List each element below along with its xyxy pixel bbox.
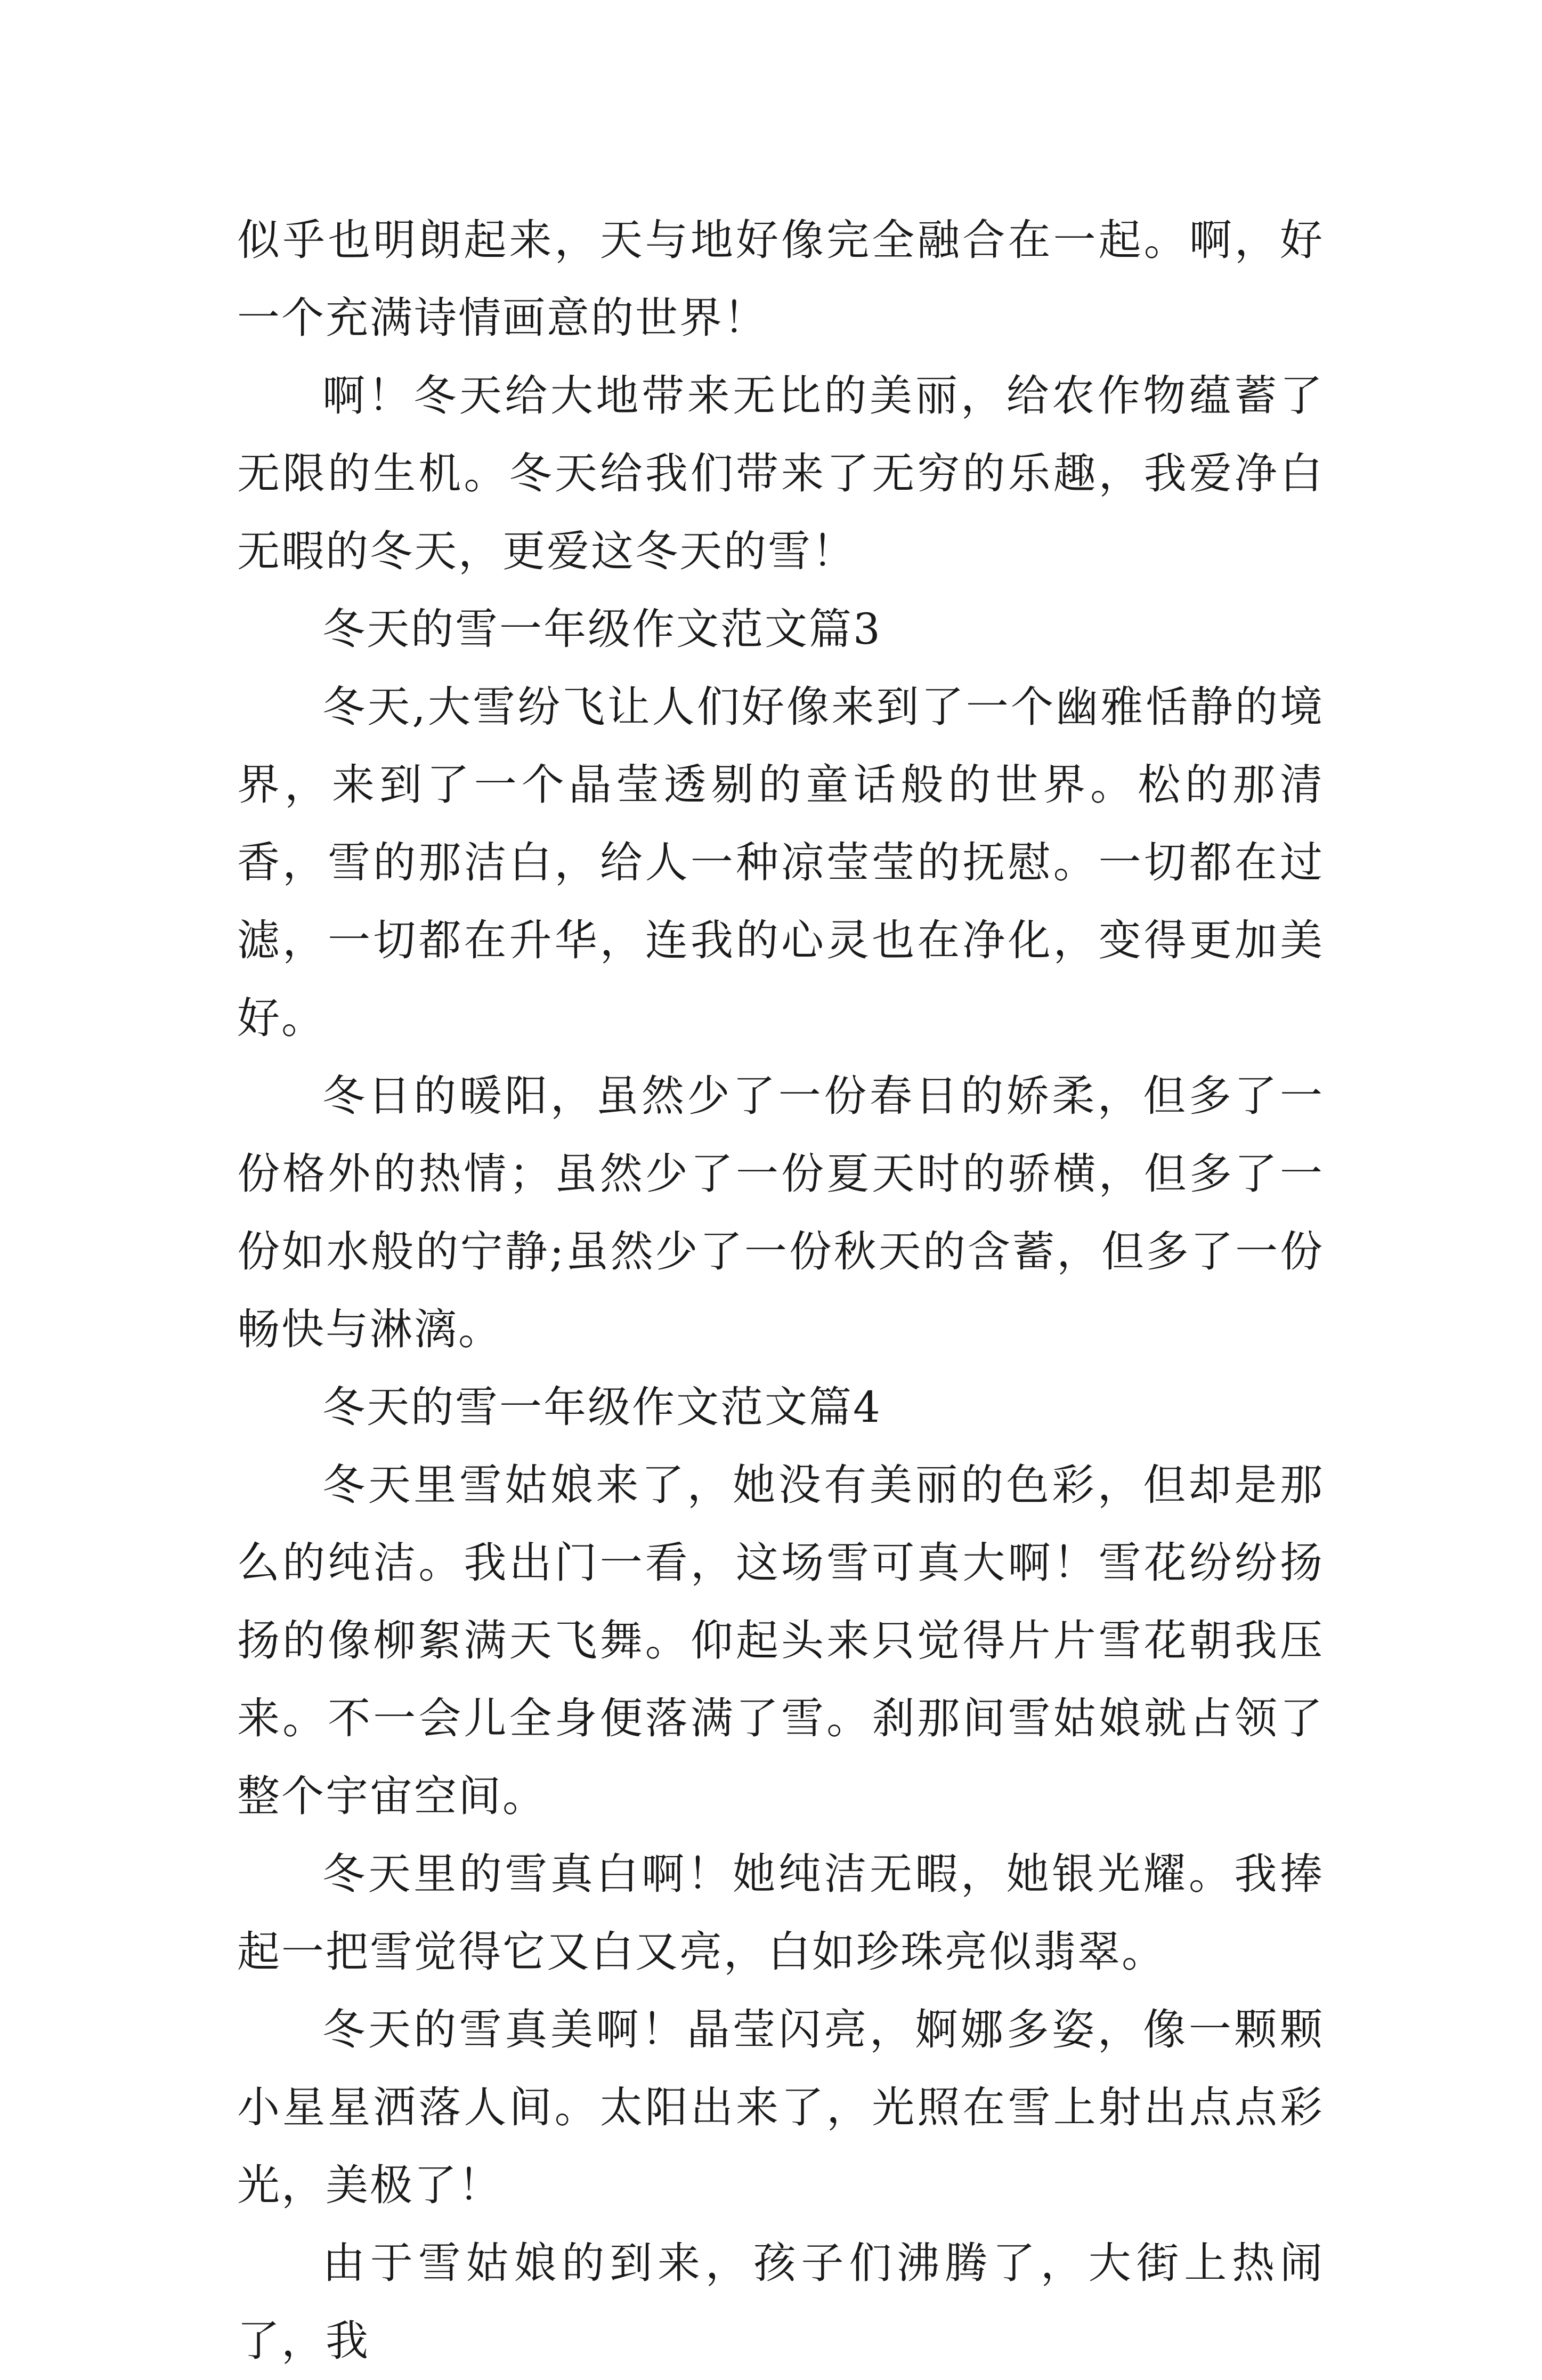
paragraph: 啊！冬天给大地带来无比的美丽，给农作物蕴蓄了无限的生机。冬天给我们带来了无穷的乐趣，我爱净白无暇的冬天，更爱这冬天的雪！ xyxy=(237,371,1324,576)
section-heading: 冬天的雪一年级作文范文篇3 xyxy=(322,604,882,654)
section-heading: 冬天的雪一年级作文范文篇4 xyxy=(322,1382,882,1432)
paragraph: 冬日的暖阳，虽然少了一份春日的娇柔，但多了一份格外的热情；虽然少了一份夏天时的骄横，但多了一份如水般的宁静;虽然少了一份秋天的含蓄，但多了一份畅快与淋漓。 xyxy=(237,1071,1324,1354)
document-body xyxy=(237,201,1324,2380)
paragraph-continuation: 似乎也明朗起来，天与地好像完全融合在一起。啊，好一个充满诗情画意的世界！ xyxy=(237,215,1324,343)
paragraph: 冬天,大雪纷飞让人们好像来到了一个幽雅恬静的境界，来到了一个晶莹透剔的童话般的世界。松的那清香，雪的那洁白，给人一种凉莹莹的抚慰。一切都在过滤，一切都在升华，连我的心灵也在净化，变得更加美好。 xyxy=(237,682,1324,1043)
paragraph: 冬天里雪姑娘来了，她没有美丽的色彩，但却是那么的纯洁。我出门一看，这场雪可真大啊！雪花纷纷扬扬的像柳絮满天飞舞。仰起头来只觉得片片雪花朝我压来。不一会儿全身便落满了雪。刹那间雪姑娘就占领了整个宇宙空间。 xyxy=(237,1460,1324,1821)
paragraph: 由于雪姑娘的到来，孩子们沸腾了，大街上热闹了，我 xyxy=(237,2238,1324,2366)
paragraph: 冬天里的雪真白啊！她纯洁无暇，她银光耀。我捧起一把雪觉得它又白又亮，白如珍珠亮似翡翠。 xyxy=(237,1849,1324,1977)
paragraph: 冬天的雪真美啊！晶莹闪亮，婀娜多姿，像一颗颗小星星洒落人间。太阳出来了，光照在雪上射出点点彩光，美极了！ xyxy=(237,2005,1324,2210)
